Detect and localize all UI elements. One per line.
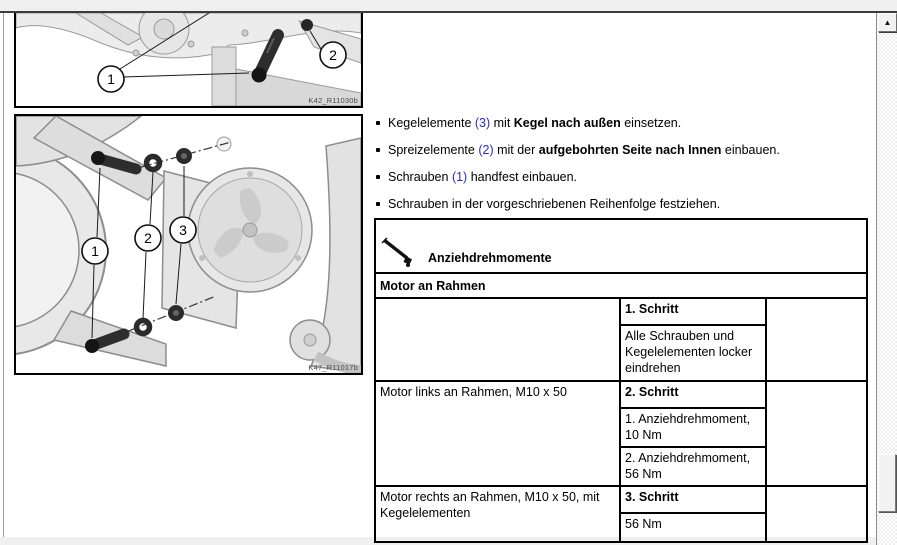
spreader-element-upper-graphic [147, 157, 160, 170]
vertical-scrollbar[interactable] [877, 13, 897, 545]
engine-mount-right-illustration [16, 13, 361, 106]
clutch-cover-graphic [188, 168, 312, 292]
instruction-item [374, 168, 872, 186]
step-detail-cell: 56 Nm [620, 513, 766, 542]
bullet-icon [376, 175, 380, 179]
svg-text:1: 1 [107, 71, 115, 87]
bolt-2-graphic [301, 19, 313, 31]
torque-table-header [375, 219, 867, 273]
torque-section-label: Motor an Rahmen [375, 273, 867, 298]
callout-ref-link[interactable]: (1) [451, 170, 468, 184]
step-title-cell: 2. Schritt [620, 381, 766, 408]
spreader-element-lower-graphic [137, 321, 150, 334]
svg-text:1: 1 [91, 243, 99, 259]
scroll-up-button[interactable] [878, 13, 897, 32]
value-cell-empty [766, 381, 867, 486]
instruction-text: Kegelelemente (3) mit Kegel nach außen einsetzen. [388, 116, 682, 130]
figure-engine-mount-right[interactable] [14, 13, 363, 108]
callout-ref-link[interactable]: (3) [474, 116, 491, 130]
instruction-text: Spreizelemente (2) mit der aufgebohrten Seite nach Innen einbauen. [388, 143, 780, 157]
figure-code-label: K47_R11017b [308, 363, 358, 372]
figure-engine-mount-left[interactable] [14, 114, 363, 375]
component-cell [375, 298, 620, 381]
scroll-up-icon: ▲ [883, 17, 892, 27]
svg-text:2: 2 [144, 230, 152, 246]
instruction-text: Schrauben (1) handfest einbauen. [388, 170, 578, 184]
instruction-text: Schrauben in der vorgeschriebenen Reihenfolge festziehen. [388, 197, 721, 211]
bullet-icon [376, 148, 380, 152]
torque-wrench-icon [380, 237, 418, 267]
callout-1-badge [98, 66, 124, 92]
svg-text:3: 3 [179, 222, 187, 238]
torque-table-title: Anziehdrehmomente [428, 251, 552, 265]
figure-code-label: K42_R11030b [308, 96, 358, 105]
step-title-cell: 3. Schritt [620, 486, 766, 513]
bullet-icon [376, 121, 380, 125]
engine-mount-left-illustration [16, 116, 361, 373]
instruction-item [374, 195, 872, 213]
callout-ref-link[interactable]: (2) [478, 143, 494, 157]
instruction-list [374, 114, 872, 222]
cone-element-upper-graphic [176, 148, 192, 164]
cone-element-lower-graphic [168, 305, 184, 321]
callout-2-badge [320, 42, 346, 68]
component-cell: Motor links an Rahmen, M10 x 50 [375, 381, 620, 486]
callout-1-badge [82, 238, 108, 264]
step-detail-cell: 2. Anziehdrehmoment, 56 Nm [620, 447, 766, 486]
callout-2-badge [135, 225, 161, 251]
callout-3-badge [170, 217, 196, 243]
step-detail-cell: 1. Anziehdrehmoment, 10 Nm [620, 408, 766, 447]
pane-left-border [3, 13, 4, 537]
window-chrome-top [0, 0, 897, 11]
instruction-item [374, 114, 872, 132]
step-detail-cell: Alle Schrauben und Kegelelementen locker eindrehen [620, 325, 766, 381]
bullet-icon [376, 202, 380, 206]
torque-table [374, 218, 868, 543]
scrollbar-thumb[interactable] [878, 454, 896, 512]
value-cell-empty [766, 486, 867, 542]
value-cell-empty [766, 298, 867, 381]
instruction-item [374, 141, 872, 159]
step-title-cell: 1. Schritt [620, 298, 766, 325]
component-cell: Motor rechts an Rahmen, M10 x 50, mit Kegelelementen [375, 486, 620, 542]
svg-text:2: 2 [329, 47, 337, 63]
